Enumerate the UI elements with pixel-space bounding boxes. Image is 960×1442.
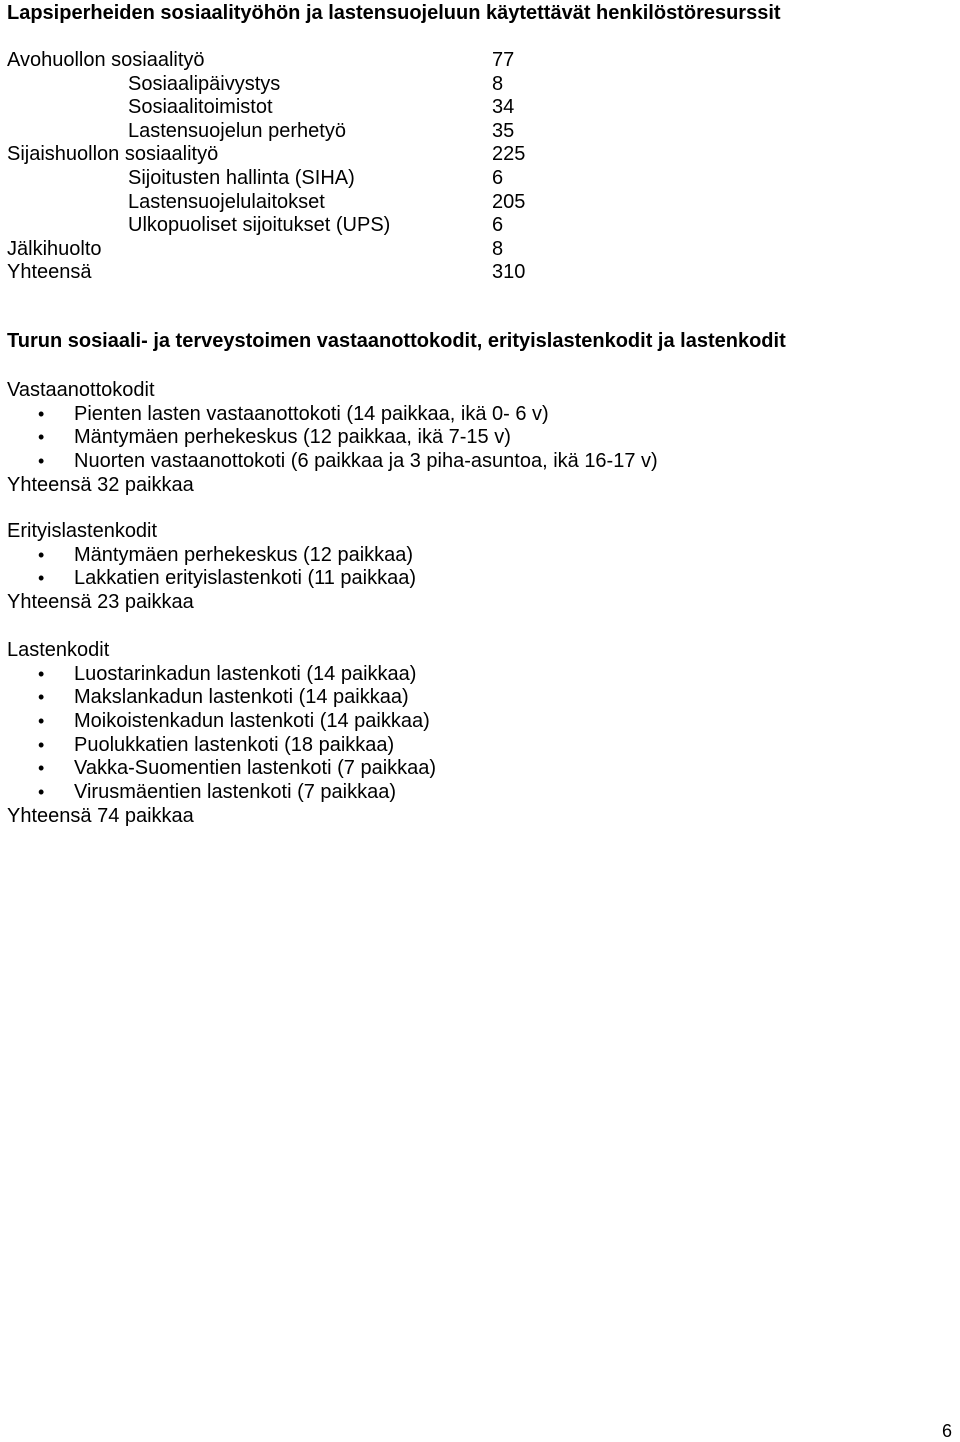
bullet-icon: • (38, 711, 45, 732)
list-item (7, 544, 907, 568)
staff-row-label: Lastensuojelun perhetyö (128, 119, 346, 142)
staff-row-label: Sosiaalipäivystys (128, 72, 281, 95)
group-item-list (7, 663, 907, 805)
list-item-text: Makslankadun lastenkoti (14 paikkaa) (74, 686, 409, 709)
staff-row-label: Jälkihuolto (7, 237, 102, 260)
staff-row (7, 96, 707, 120)
page-number: 6 (941, 1421, 952, 1441)
list-item-text: Nuorten vastaanottokoti (6 paikkaa ja 3 piha-asuntoa, ikä 16-17 v) (74, 450, 658, 473)
staff-row-value: 225 (492, 143, 526, 166)
staff-row-label: Avohuollon sosiaalityö (7, 49, 205, 71)
bullet-icon: • (38, 758, 45, 779)
group-item-list (7, 544, 907, 591)
bullet-icon: • (38, 544, 45, 565)
staff-row-value: 6 (492, 166, 504, 189)
list-item (7, 734, 907, 758)
group-erityislastenkodit (7, 520, 907, 615)
staff-row (7, 238, 707, 262)
staff-row-label: Yhteensä (7, 261, 92, 284)
list-item (7, 567, 907, 591)
staff-row (7, 214, 707, 238)
group-total: Yhteensä 32 paikkaa (7, 473, 194, 496)
staff-row (7, 49, 707, 73)
list-item-text: Mäntymäen perhekeskus (12 paikkaa, ikä 7-15 v) (74, 426, 511, 449)
group-total: Yhteensä 74 paikkaa (7, 804, 194, 827)
list-item-text: Moikoistenkadun lastenkoti (14 paikkaa) (74, 710, 430, 733)
staff-row (7, 143, 707, 167)
bullet-icon: • (38, 663, 45, 684)
staff-row-value: 77 (492, 49, 515, 71)
group-item-list (7, 403, 907, 474)
bullet-icon: • (38, 687, 45, 708)
staff-row (7, 73, 707, 97)
staff-row-value: 6 (492, 214, 504, 237)
list-item-text: Lakkatien erityislastenkoti (11 paikkaa) (74, 567, 417, 590)
list-item (7, 757, 907, 781)
staff-row (7, 191, 707, 215)
group-heading: Vastaanottokodit (7, 379, 155, 401)
page-title: Lapsiperheiden sosiaalityöhön ja lastensuojeluun käytettävät henkilöstöresurssit (7, 2, 781, 24)
list-item-text: Pienten lasten vastaanottokoti (14 paikkaa, ikä 0- 6 v) (74, 402, 549, 425)
bullet-icon: • (38, 782, 45, 803)
list-item-text: Puolukkatien lastenkoti (18 paikkaa) (74, 733, 395, 756)
staff-row-label: Sosiaalitoimistot (128, 96, 273, 119)
staff-row (7, 167, 707, 191)
bullet-icon: • (38, 403, 45, 424)
bullet-icon: • (38, 568, 45, 589)
list-item (7, 403, 907, 427)
staff-row-label: Sijaishuollon sosiaalityö (7, 143, 219, 166)
staff-row (7, 261, 707, 285)
staff-row-value: 310 (492, 261, 526, 284)
list-item (7, 710, 907, 734)
staff-row-value: 34 (492, 96, 515, 119)
section-title: Turun sosiaali- ja terveystoimen vastaanottokodit, erityislastenkodit ja lastenkodit (7, 330, 786, 352)
staff-row-value: 8 (492, 237, 504, 260)
staff-row-value: 35 (492, 119, 515, 142)
list-item-text: Luostarinkadun lastenkoti (14 paikkaa) (74, 662, 417, 685)
staff-row (7, 120, 707, 144)
group-total: Yhteensä 23 paikkaa (7, 591, 194, 614)
list-item (7, 450, 907, 474)
staff-row-label: Ulkopuoliset sijoitukset (UPS) (128, 214, 391, 237)
staff-resource-table (7, 49, 707, 285)
list-item (7, 663, 907, 687)
list-item-text: Vakka-Suomentien lastenkoti (7 paikkaa) (74, 757, 437, 780)
bullet-icon: • (38, 734, 45, 755)
group-heading: Lastenkodit (7, 639, 110, 661)
group-vastaanottokodit (7, 379, 907, 497)
group-heading: Erityislastenkodit (7, 520, 158, 542)
list-item (7, 781, 907, 805)
list-item (7, 426, 907, 450)
staff-row-label: Sijoitusten hallinta (SIHA) (128, 166, 355, 189)
list-item (7, 686, 907, 710)
group-lastenkodit (7, 639, 907, 829)
list-item-text: Mäntymäen perhekeskus (12 paikkaa) (74, 543, 414, 566)
staff-row-value: 8 (492, 72, 504, 95)
staff-row-label: Lastensuojelulaitokset (128, 190, 325, 213)
staff-row-value: 205 (492, 190, 526, 213)
list-item-text: Virusmäentien lastenkoti (7 paikkaa) (74, 781, 397, 804)
bullet-icon: • (38, 427, 45, 448)
bullet-icon: • (38, 451, 45, 472)
